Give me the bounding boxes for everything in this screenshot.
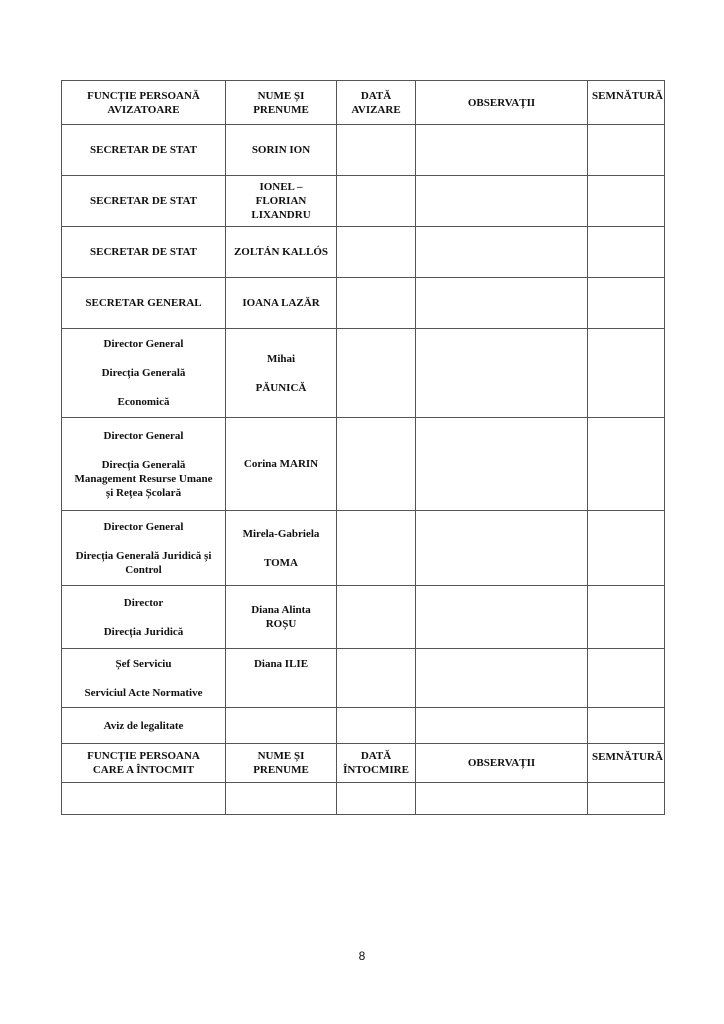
function-cell: Aviz de legalitate	[62, 708, 226, 744]
table-row	[62, 125, 665, 176]
signature-cell[interactable]	[588, 586, 665, 649]
observations-cell[interactable]	[416, 418, 588, 511]
header-name: NUME ȘI PRENUME	[226, 81, 337, 125]
date-cell[interactable]	[337, 708, 416, 744]
function-cell: Director General Direcția Generală Juridică și Control	[62, 511, 226, 586]
function-cell: Șef Serviciu Serviciul Acte Normative	[62, 649, 226, 708]
table-row	[62, 649, 665, 708]
signature-cell[interactable]	[588, 227, 665, 278]
author-function-cell[interactable]	[62, 783, 226, 815]
name-cell: ZOLTÁN KALLÓS	[226, 227, 337, 278]
date-cell[interactable]	[337, 176, 416, 227]
author-header-date: DATĂ ÎNTOCMIRE	[337, 744, 416, 783]
table-row	[62, 329, 665, 418]
author-header-row	[62, 744, 665, 783]
name-cell: Diana Alinta ROȘU	[226, 586, 337, 649]
name-cell: Mirela-Gabriela TOMA	[226, 511, 337, 586]
observations-cell[interactable]	[416, 227, 588, 278]
signature-cell[interactable]	[588, 329, 665, 418]
name-cell: IOANA LAZĂR	[226, 278, 337, 329]
table-row	[62, 586, 665, 649]
function-cell: Director General Direcția Generală Economică	[62, 329, 226, 418]
table-header-row	[62, 81, 665, 125]
signature-cell[interactable]	[588, 418, 665, 511]
table-row	[62, 176, 665, 227]
table-row	[62, 511, 665, 586]
date-cell[interactable]	[337, 586, 416, 649]
date-cell[interactable]	[337, 329, 416, 418]
approval-table	[61, 80, 665, 815]
name-cell[interactable]	[226, 708, 337, 744]
author-row	[62, 783, 665, 815]
function-cell: SECRETAR DE STAT	[62, 176, 226, 227]
signature-cell[interactable]	[588, 649, 665, 708]
function-cell: Director Direcția Juridică	[62, 586, 226, 649]
observations-cell[interactable]	[416, 176, 588, 227]
author-header-function: FUNCȚIE PERSOANA CARE A ÎNTOCMIT	[62, 744, 226, 783]
table-row	[62, 227, 665, 278]
author-date-cell[interactable]	[337, 783, 416, 815]
author-name-cell[interactable]	[226, 783, 337, 815]
table-row	[62, 418, 665, 511]
function-cell: SECRETAR DE STAT	[62, 227, 226, 278]
table-row	[62, 278, 665, 329]
observations-cell[interactable]	[416, 125, 588, 176]
observations-cell[interactable]	[416, 511, 588, 586]
observations-cell[interactable]	[416, 278, 588, 329]
author-header-observations: OBSERVAȚII	[416, 744, 588, 783]
date-cell[interactable]	[337, 418, 416, 511]
date-cell[interactable]	[337, 649, 416, 708]
observations-cell[interactable]	[416, 329, 588, 418]
observations-cell[interactable]	[416, 586, 588, 649]
author-signature-cell[interactable]	[588, 783, 665, 815]
table-row	[62, 708, 665, 744]
header-signature: SEMNĂTURĂ	[588, 81, 665, 125]
name-cell: IONEL – FLORIAN LIXANDRU	[226, 176, 337, 227]
function-cell: SECRETAR GENERAL	[62, 278, 226, 329]
date-cell[interactable]	[337, 227, 416, 278]
signature-cell[interactable]	[588, 125, 665, 176]
author-header-name: NUME ȘI PRENUME	[226, 744, 337, 783]
header-function: FUNCȚIE PERSOANĂ AVIZATOARE	[62, 81, 226, 125]
name-cell: Mihai PĂUNICĂ	[226, 329, 337, 418]
signature-cell[interactable]	[588, 511, 665, 586]
header-observations: OBSERVAȚII	[416, 81, 588, 125]
author-observations-cell[interactable]	[416, 783, 588, 815]
date-cell[interactable]	[337, 125, 416, 176]
name-cell: Diana ILIE	[226, 649, 337, 708]
header-date: DATĂ AVIZARE	[337, 81, 416, 125]
function-cell: SECRETAR DE STAT	[62, 125, 226, 176]
signature-cell[interactable]	[588, 278, 665, 329]
signature-cell[interactable]	[588, 176, 665, 227]
signature-cell[interactable]	[588, 708, 665, 744]
date-cell[interactable]	[337, 511, 416, 586]
observations-cell[interactable]	[416, 708, 588, 744]
function-cell: Director General Direcția Generală Management Resurse Umane și Rețea Școlară	[62, 418, 226, 511]
date-cell[interactable]	[337, 278, 416, 329]
observations-cell[interactable]	[416, 649, 588, 708]
author-header-signature: SEMNĂTURĂ	[588, 744, 665, 783]
page-number: 8	[358, 949, 366, 963]
name-cell: SORIN ION	[226, 125, 337, 176]
name-cell: Corina MARIN	[226, 418, 337, 511]
